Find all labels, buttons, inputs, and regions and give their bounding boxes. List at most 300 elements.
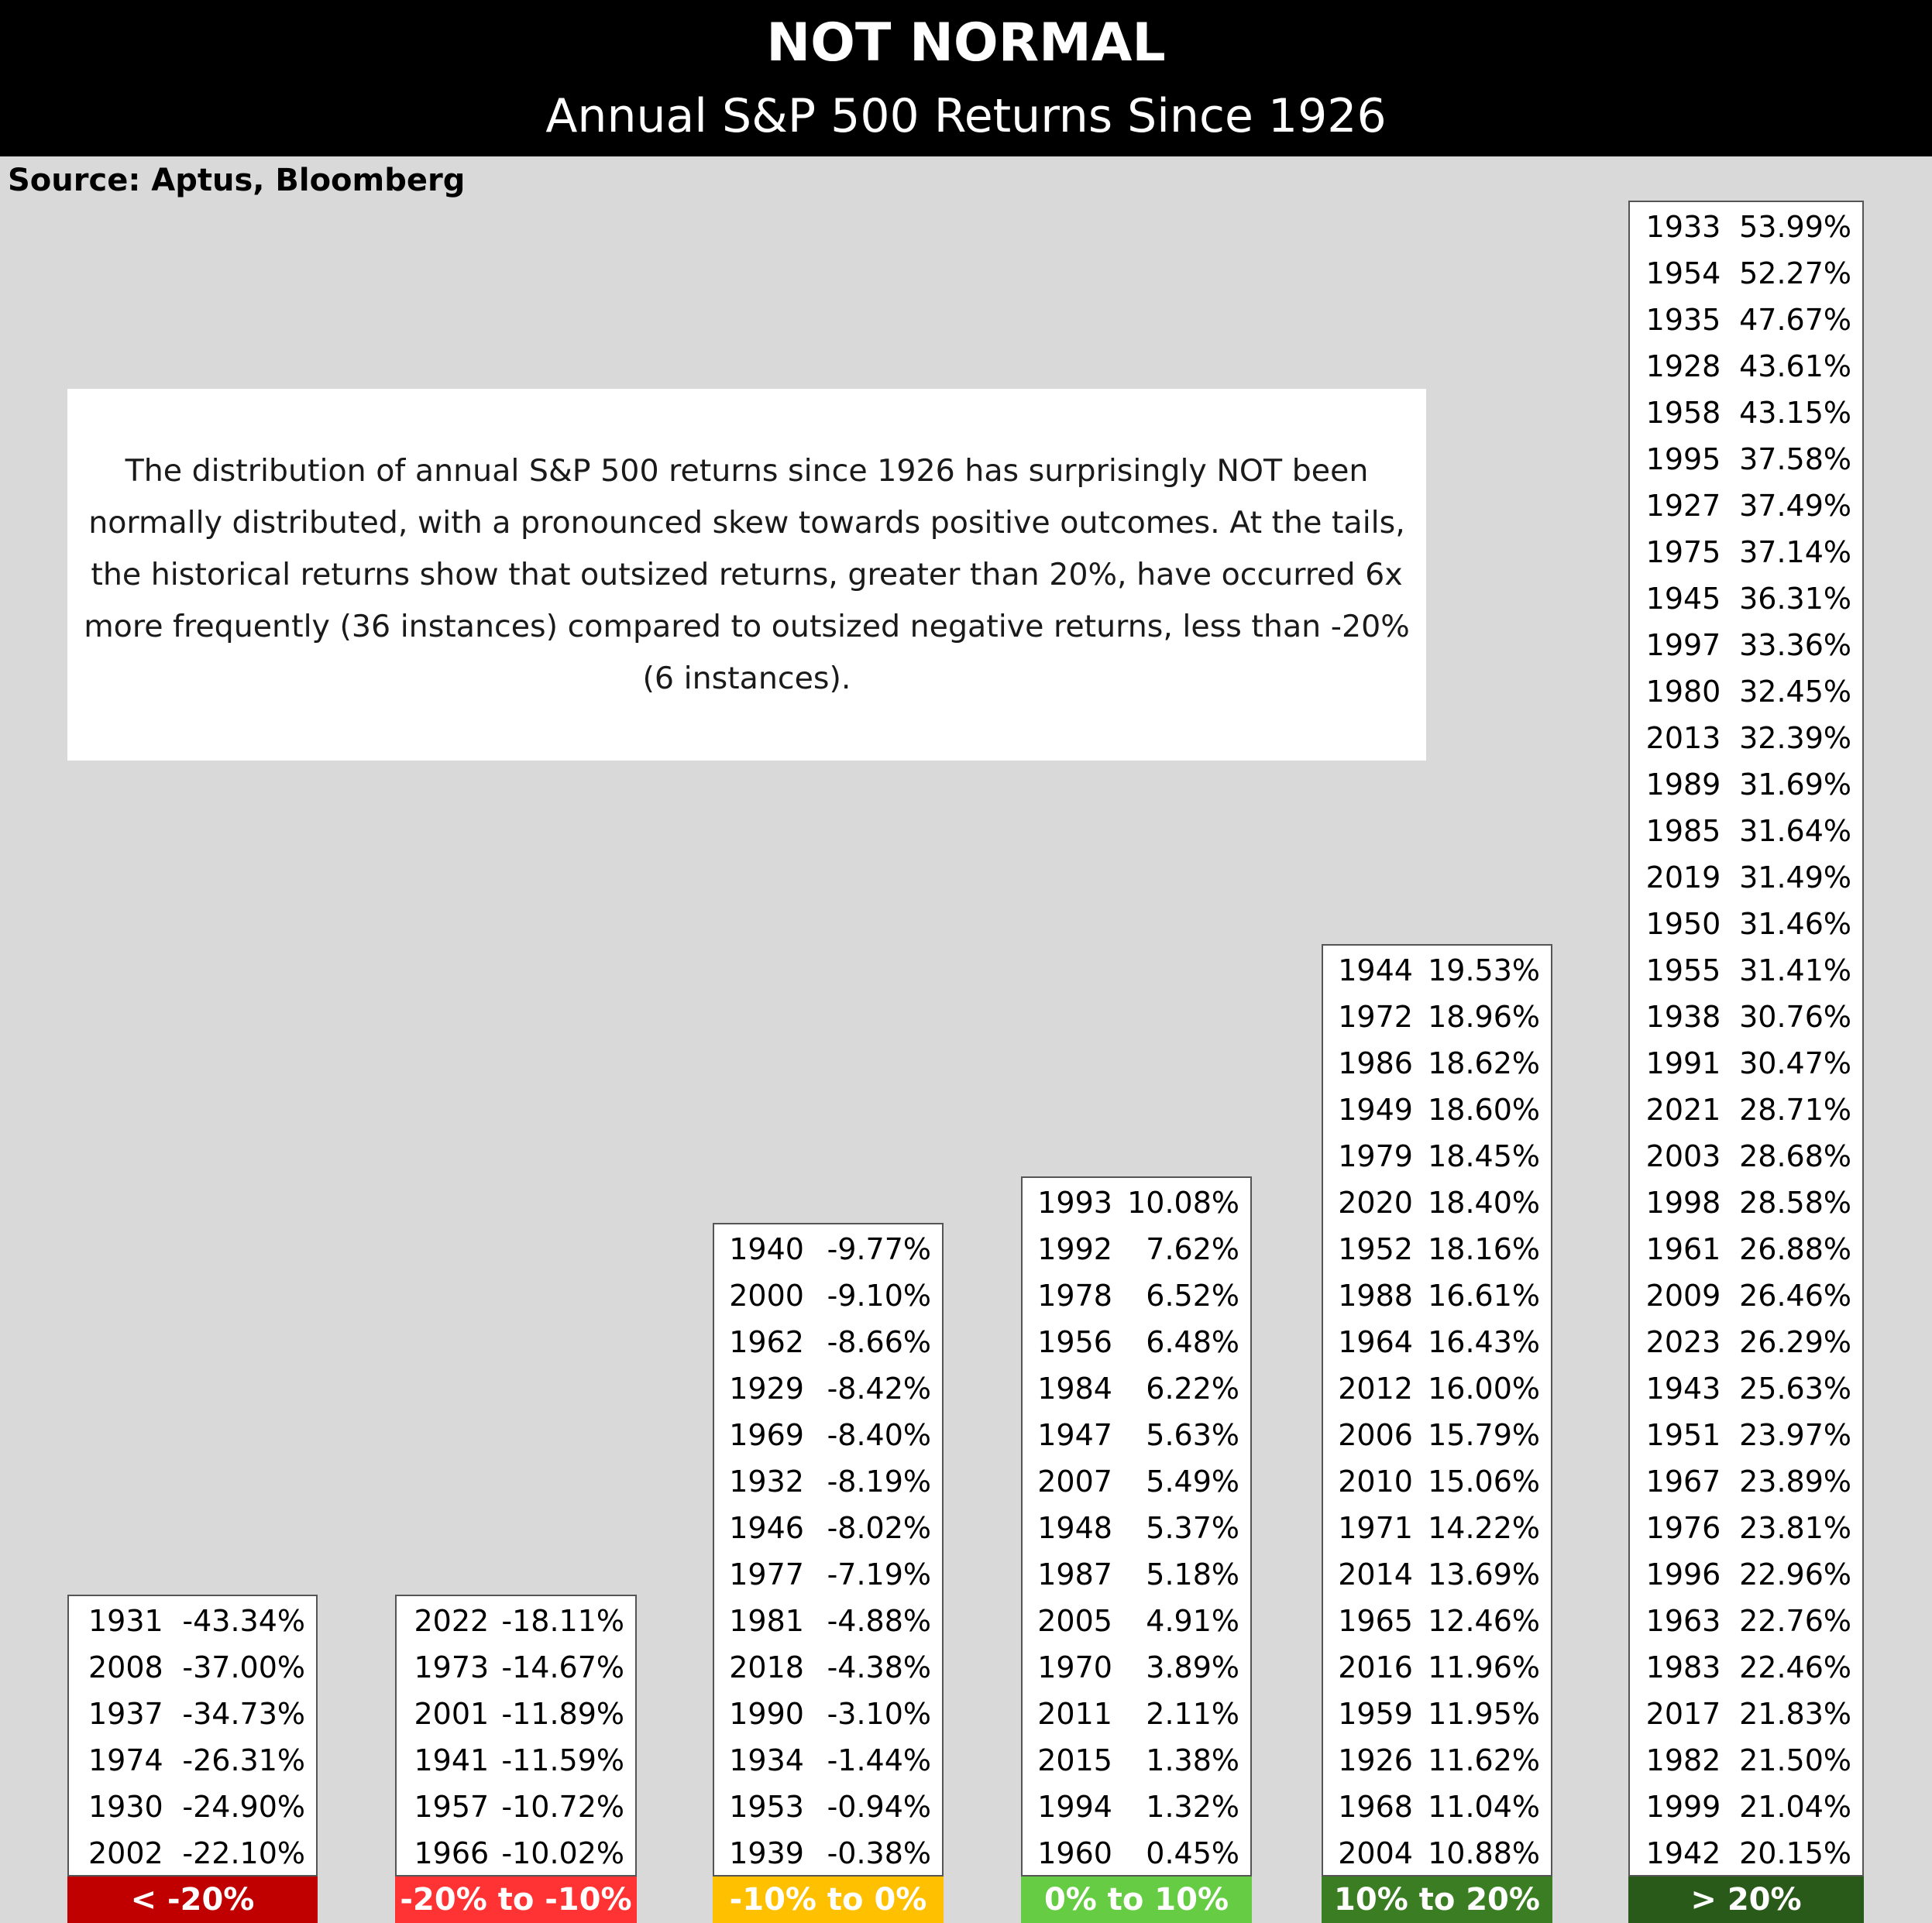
return-entry — [1323, 1737, 1551, 1784]
return-entry — [1630, 854, 1862, 901]
entry-return: 21.83% — [1739, 1697, 1851, 1731]
entry-year: 1956 — [1037, 1325, 1112, 1359]
entry-return: 18.96% — [1428, 1000, 1540, 1034]
return-entry — [1023, 1458, 1250, 1505]
return-entry — [397, 1598, 635, 1644]
bin-label: 10% to 20% — [1322, 1877, 1552, 1923]
entry-return: -1.44% — [827, 1743, 931, 1777]
entry-return: -24.90% — [182, 1790, 305, 1824]
entry-return: 31.49% — [1739, 860, 1851, 895]
return-entry — [1023, 1737, 1250, 1784]
entry-year: 1977 — [729, 1557, 804, 1592]
return-entry — [1323, 994, 1551, 1040]
bin-column-5 — [1628, 201, 1864, 1877]
return-entry — [1323, 1226, 1551, 1272]
entry-return: 6.48% — [1146, 1325, 1239, 1359]
entry-year: 1933 — [1645, 210, 1721, 244]
entry-return: 37.14% — [1739, 535, 1851, 569]
entry-year: 2003 — [1645, 1139, 1721, 1173]
entry-return: 30.76% — [1739, 1000, 1851, 1034]
entry-year: 2010 — [1338, 1465, 1413, 1499]
entry-year: 1943 — [1645, 1372, 1721, 1406]
entry-year: 1934 — [729, 1743, 804, 1777]
chart-title: NOT NORMAL — [766, 12, 1166, 74]
entry-year: 1951 — [1645, 1418, 1721, 1452]
entry-year: 1942 — [1645, 1836, 1721, 1870]
return-entry — [1630, 1226, 1862, 1272]
return-entry — [1023, 1412, 1250, 1458]
entry-return: -0.38% — [827, 1836, 931, 1870]
return-entry — [1323, 1133, 1551, 1180]
entry-return: 47.67% — [1739, 303, 1851, 337]
entry-return: 11.95% — [1428, 1697, 1540, 1731]
return-entry — [1630, 1830, 1862, 1877]
return-entry — [1630, 297, 1862, 343]
entry-return: 15.06% — [1428, 1465, 1540, 1499]
entry-return: 6.22% — [1146, 1372, 1239, 1406]
return-entry — [714, 1737, 942, 1784]
entry-return: -8.66% — [827, 1325, 931, 1359]
entry-year: 1970 — [1037, 1650, 1112, 1684]
entry-year: 1964 — [1338, 1325, 1413, 1359]
return-entry — [1630, 482, 1862, 529]
entry-return: 28.71% — [1739, 1093, 1851, 1127]
entry-year: 1975 — [1645, 535, 1721, 569]
entry-return: 23.97% — [1739, 1418, 1851, 1452]
entry-return: 32.45% — [1739, 675, 1851, 709]
entry-return: 43.61% — [1739, 349, 1851, 383]
entry-return: 31.46% — [1739, 907, 1851, 941]
return-entry — [1630, 1087, 1862, 1133]
return-entry — [714, 1598, 942, 1644]
entry-year: 1982 — [1645, 1743, 1721, 1777]
return-entry — [1023, 1830, 1250, 1877]
chart-subtitle: Annual S&P 500 Returns Since 1926 — [545, 89, 1387, 143]
return-entry — [1023, 1598, 1250, 1644]
bin-label: -10% to 0% — [713, 1877, 944, 1923]
return-entry — [1023, 1180, 1250, 1226]
entry-year: 2002 — [88, 1836, 163, 1870]
entry-return: -8.42% — [827, 1372, 931, 1406]
entry-return: 5.18% — [1146, 1557, 1239, 1592]
entry-year: 1984 — [1037, 1372, 1112, 1406]
return-entry — [714, 1272, 942, 1319]
entry-year: 1994 — [1037, 1790, 1112, 1824]
entry-year: 1986 — [1338, 1046, 1413, 1080]
entry-year: 2008 — [88, 1650, 163, 1684]
return-entry — [714, 1458, 942, 1505]
entry-year: 1969 — [729, 1418, 804, 1452]
entry-year: 1983 — [1645, 1650, 1721, 1684]
bin-column-4 — [1322, 944, 1552, 1877]
return-entry — [1323, 1319, 1551, 1365]
entry-return: 11.04% — [1428, 1790, 1540, 1824]
return-entry — [397, 1830, 635, 1877]
entry-return: -8.40% — [827, 1418, 931, 1452]
entry-return: -7.19% — [827, 1557, 931, 1592]
entry-year: 1931 — [88, 1604, 163, 1638]
return-entry — [1023, 1272, 1250, 1319]
entry-year: 1944 — [1338, 953, 1413, 987]
entry-year: 1991 — [1645, 1046, 1721, 1080]
entry-return: -43.34% — [182, 1604, 305, 1638]
entry-return: -37.00% — [182, 1650, 305, 1684]
entry-year: 1960 — [1037, 1836, 1112, 1870]
entry-year: 1937 — [88, 1697, 163, 1731]
entry-return: 5.37% — [1146, 1511, 1239, 1545]
entry-return: 5.63% — [1146, 1418, 1239, 1452]
return-entry — [1630, 1598, 1862, 1644]
bin-column-0 — [67, 1595, 318, 1877]
return-entry — [714, 1412, 942, 1458]
entry-return: 16.43% — [1428, 1325, 1540, 1359]
entry-return: -4.88% — [827, 1604, 931, 1638]
entry-return: -4.38% — [827, 1650, 931, 1684]
entry-year: 1992 — [1037, 1232, 1112, 1266]
return-entry — [1630, 529, 1862, 575]
entry-year: 1976 — [1645, 1511, 1721, 1545]
entry-return: -10.02% — [501, 1836, 624, 1870]
bin-label: < -20% — [67, 1877, 318, 1923]
entry-return: 6.52% — [1146, 1279, 1239, 1313]
entry-year: 1958 — [1645, 396, 1721, 430]
bin-label: -20% to -10% — [395, 1877, 637, 1923]
entry-return: 23.81% — [1739, 1511, 1851, 1545]
entry-return: 10.88% — [1428, 1836, 1540, 1870]
entry-return: 26.46% — [1739, 1279, 1851, 1313]
entry-year: 1980 — [1645, 675, 1721, 709]
entry-year: 2019 — [1645, 860, 1721, 895]
entry-year: 1957 — [414, 1790, 490, 1824]
return-entry — [1323, 1458, 1551, 1505]
return-entry — [1323, 1784, 1551, 1830]
return-entry — [1630, 1040, 1862, 1087]
entry-return: -11.59% — [501, 1743, 624, 1777]
entry-year: 2013 — [1645, 721, 1721, 755]
entry-year: 2014 — [1338, 1557, 1413, 1592]
entry-year: 2016 — [1338, 1650, 1413, 1684]
entry-year: 1928 — [1645, 349, 1721, 383]
entry-year: 1995 — [1645, 442, 1721, 476]
entry-year: 2023 — [1645, 1325, 1721, 1359]
return-entry — [1630, 390, 1862, 436]
entry-year: 2015 — [1037, 1743, 1112, 1777]
entry-year: 2006 — [1338, 1418, 1413, 1452]
entry-year: 1935 — [1645, 303, 1721, 337]
return-entry — [1023, 1644, 1250, 1691]
entry-year: 2001 — [414, 1697, 490, 1731]
entry-return: 20.15% — [1739, 1836, 1851, 1870]
entry-return: 1.32% — [1146, 1790, 1239, 1824]
return-entry — [1630, 575, 1862, 622]
return-entry — [714, 1830, 942, 1877]
entry-return: 11.62% — [1428, 1743, 1540, 1777]
entry-return: 36.31% — [1739, 582, 1851, 616]
entry-year: 1972 — [1338, 1000, 1413, 1034]
entry-year: 2000 — [729, 1279, 804, 1313]
return-entry — [1630, 1319, 1862, 1365]
return-entry — [1630, 1551, 1862, 1598]
entry-return: -0.94% — [827, 1790, 931, 1824]
entry-return: -18.11% — [501, 1604, 624, 1638]
entry-year: 1993 — [1037, 1186, 1112, 1220]
entry-return: -8.19% — [827, 1465, 931, 1499]
return-entry — [1630, 1412, 1862, 1458]
entry-year: 1961 — [1645, 1232, 1721, 1266]
entry-return: 7.62% — [1146, 1232, 1239, 1266]
return-entry — [1630, 343, 1862, 390]
return-entry — [1630, 1272, 1862, 1319]
return-entry — [1630, 622, 1862, 668]
entry-year: 1978 — [1037, 1279, 1112, 1313]
return-entry — [1630, 1365, 1862, 1412]
return-entry — [1323, 1505, 1551, 1551]
entry-return: 0.45% — [1146, 1836, 1239, 1870]
return-entry — [1023, 1551, 1250, 1598]
entry-year: 2005 — [1037, 1604, 1112, 1638]
entry-return: 11.96% — [1428, 1650, 1540, 1684]
return-entry — [1023, 1226, 1250, 1272]
entry-year: 1938 — [1645, 1000, 1721, 1034]
return-entry — [1630, 947, 1862, 994]
entry-return: -34.73% — [182, 1697, 305, 1731]
entry-year: 1998 — [1645, 1186, 1721, 1220]
entry-return: 28.68% — [1739, 1139, 1851, 1173]
entry-year: 2022 — [414, 1604, 490, 1638]
entry-return: 37.58% — [1739, 442, 1851, 476]
return-entry — [714, 1365, 942, 1412]
entry-return: -22.10% — [182, 1836, 305, 1870]
entry-return: 13.69% — [1428, 1557, 1540, 1592]
return-entry — [1630, 1133, 1862, 1180]
entry-return: 2.11% — [1146, 1697, 1239, 1731]
return-entry — [397, 1644, 635, 1691]
return-entry — [69, 1691, 316, 1737]
return-entry — [69, 1737, 316, 1784]
entry-return: 31.69% — [1739, 767, 1851, 802]
entry-return: 26.29% — [1739, 1325, 1851, 1359]
return-entry — [1023, 1691, 1250, 1737]
return-entry — [1630, 901, 1862, 947]
entry-return: 37.49% — [1739, 489, 1851, 523]
entry-return: 12.46% — [1428, 1604, 1540, 1638]
entry-return: 22.76% — [1739, 1604, 1851, 1638]
entry-return: 18.60% — [1428, 1093, 1540, 1127]
return-entry — [714, 1691, 942, 1737]
entry-return: 22.96% — [1739, 1557, 1851, 1592]
entry-year: 2007 — [1037, 1465, 1112, 1499]
return-entry — [1323, 1272, 1551, 1319]
entry-year: 2018 — [729, 1650, 804, 1684]
entry-return: 18.40% — [1428, 1186, 1540, 1220]
entry-return: 5.49% — [1146, 1465, 1239, 1499]
entry-year: 1967 — [1645, 1465, 1721, 1499]
return-entry — [397, 1737, 635, 1784]
return-entry — [1323, 1691, 1551, 1737]
entry-year: 1996 — [1645, 1557, 1721, 1592]
return-entry — [1630, 1691, 1862, 1737]
entry-year: 1948 — [1037, 1511, 1112, 1545]
entry-return: -26.31% — [182, 1743, 305, 1777]
return-entry — [1630, 250, 1862, 297]
return-entry — [69, 1830, 316, 1877]
entry-year: 2021 — [1645, 1093, 1721, 1127]
entry-return: 21.50% — [1739, 1743, 1851, 1777]
entry-year: 1981 — [729, 1604, 804, 1638]
return-entry — [1630, 1180, 1862, 1226]
entry-year: 1930 — [88, 1790, 163, 1824]
entry-return: 31.41% — [1739, 953, 1851, 987]
entry-year: 1997 — [1645, 628, 1721, 662]
return-entry — [69, 1598, 316, 1644]
entry-return: 16.61% — [1428, 1279, 1540, 1313]
return-entry — [1323, 1040, 1551, 1087]
return-entry — [714, 1226, 942, 1272]
return-entry — [1323, 1365, 1551, 1412]
return-entry — [1323, 1087, 1551, 1133]
return-entry — [1323, 1412, 1551, 1458]
entry-return: -11.89% — [501, 1697, 624, 1731]
entry-return: 16.00% — [1428, 1372, 1540, 1406]
entry-year: 1989 — [1645, 767, 1721, 802]
entry-return: -9.77% — [827, 1232, 931, 1266]
return-entry — [1630, 761, 1862, 808]
entry-year: 1939 — [729, 1836, 804, 1870]
return-entry — [397, 1784, 635, 1830]
return-entry — [714, 1644, 942, 1691]
entry-year: 1959 — [1338, 1697, 1413, 1731]
entry-return: -8.02% — [827, 1511, 931, 1545]
return-entry — [1630, 436, 1862, 482]
return-entry — [1630, 1505, 1862, 1551]
return-entry — [1630, 994, 1862, 1040]
return-entry — [69, 1784, 316, 1830]
entry-year: 2020 — [1338, 1186, 1413, 1220]
entry-year: 1953 — [729, 1790, 804, 1824]
entry-year: 1955 — [1645, 953, 1721, 987]
entry-return: 19.53% — [1428, 953, 1540, 987]
entry-return: -9.10% — [827, 1279, 931, 1313]
entry-year: 1966 — [414, 1836, 490, 1870]
entry-year: 1929 — [729, 1372, 804, 1406]
entry-return: 25.63% — [1739, 1372, 1851, 1406]
return-entry — [1323, 1180, 1551, 1226]
entry-year: 1999 — [1645, 1790, 1721, 1824]
bin-column-3 — [1021, 1176, 1252, 1877]
return-entry — [1323, 1644, 1551, 1691]
return-entry — [1630, 1737, 1862, 1784]
entry-year: 1947 — [1037, 1418, 1112, 1452]
entry-return: -14.67% — [501, 1650, 624, 1684]
return-entry — [1023, 1319, 1250, 1365]
entry-return: 28.58% — [1739, 1186, 1851, 1220]
entry-year: 1952 — [1338, 1232, 1413, 1266]
entry-return: 3.89% — [1146, 1650, 1239, 1684]
entry-year: 1968 — [1338, 1790, 1413, 1824]
entry-year: 1990 — [729, 1697, 804, 1731]
entry-year: 1988 — [1338, 1279, 1413, 1313]
source-note: Source: Aptus, Bloomberg — [8, 163, 466, 198]
return-entry — [714, 1551, 942, 1598]
entry-year: 1940 — [729, 1232, 804, 1266]
return-entry — [1630, 1784, 1862, 1830]
entry-return: 15.79% — [1428, 1418, 1540, 1452]
entry-year: 1927 — [1645, 489, 1721, 523]
entry-year: 1949 — [1338, 1093, 1413, 1127]
entry-year: 1979 — [1338, 1139, 1413, 1173]
entry-year: 1965 — [1338, 1604, 1413, 1638]
entry-year: 2011 — [1037, 1697, 1112, 1731]
entry-year: 2009 — [1645, 1279, 1721, 1313]
return-entry — [1323, 1551, 1551, 1598]
entry-return: 14.22% — [1428, 1511, 1540, 1545]
entry-return: 4.91% — [1146, 1604, 1239, 1638]
return-entry — [1323, 1598, 1551, 1644]
entry-year: 1987 — [1037, 1557, 1112, 1592]
entry-return: -10.72% — [501, 1790, 624, 1824]
entry-year: 1962 — [729, 1325, 804, 1359]
entry-return: 33.36% — [1739, 628, 1851, 662]
entry-year: 1932 — [729, 1465, 804, 1499]
bin-label: > 20% — [1628, 1877, 1864, 1923]
return-entry — [1630, 1458, 1862, 1505]
entry-return: 43.15% — [1739, 396, 1851, 430]
return-entry — [1023, 1784, 1250, 1830]
return-entry — [397, 1691, 635, 1737]
entry-year: 2004 — [1338, 1836, 1413, 1870]
return-entry — [714, 1505, 942, 1551]
entry-return: 18.62% — [1428, 1046, 1540, 1080]
entry-return: 10.08% — [1127, 1186, 1239, 1220]
return-entry — [1630, 1644, 1862, 1691]
entry-return: -3.10% — [827, 1697, 931, 1731]
entry-year: 1963 — [1645, 1604, 1721, 1638]
return-entry — [1323, 947, 1551, 994]
entry-return: 22.46% — [1739, 1650, 1851, 1684]
entry-year: 1973 — [414, 1650, 490, 1684]
entry-year: 1971 — [1338, 1511, 1413, 1545]
entry-return: 31.64% — [1739, 814, 1851, 848]
return-entry — [1630, 808, 1862, 854]
return-entry — [1023, 1365, 1250, 1412]
return-entry — [69, 1644, 316, 1691]
entry-return: 53.99% — [1739, 210, 1851, 244]
entry-return: 21.04% — [1739, 1790, 1851, 1824]
entry-year: 1950 — [1645, 907, 1721, 941]
return-entry — [1023, 1505, 1250, 1551]
bin-column-2 — [713, 1223, 944, 1877]
entry-return: 18.16% — [1428, 1232, 1540, 1266]
bin-column-1 — [395, 1595, 637, 1877]
return-entry — [714, 1319, 942, 1365]
annotation-text: The distribution of annual S&P 500 returns since 1926 has surprisingly NOT been normally distributed, with a pronounced skew towards positive outcomes. At the tails, the historical returns show that outsized returns, greater than 20%, have occurred 6x more frequently (36 instances) compared to outsized negative returns, less than -20% (6 instances). — [84, 452, 1410, 696]
entry-year: 2012 — [1338, 1372, 1413, 1406]
entry-year: 1926 — [1338, 1743, 1413, 1777]
chart-header — [0, 0, 1932, 156]
return-entry — [1323, 1830, 1551, 1877]
entry-return: 18.45% — [1428, 1139, 1540, 1173]
return-entry — [1630, 668, 1862, 715]
entry-year: 1946 — [729, 1511, 804, 1545]
entry-return: 32.39% — [1739, 721, 1851, 755]
return-entry — [714, 1784, 942, 1830]
entry-year: 1974 — [88, 1743, 163, 1777]
entry-return: 26.88% — [1739, 1232, 1851, 1266]
bin-label: 0% to 10% — [1021, 1877, 1252, 1923]
entry-year: 1954 — [1645, 256, 1721, 290]
annotation-box — [67, 389, 1426, 761]
entry-return: 30.47% — [1739, 1046, 1851, 1080]
